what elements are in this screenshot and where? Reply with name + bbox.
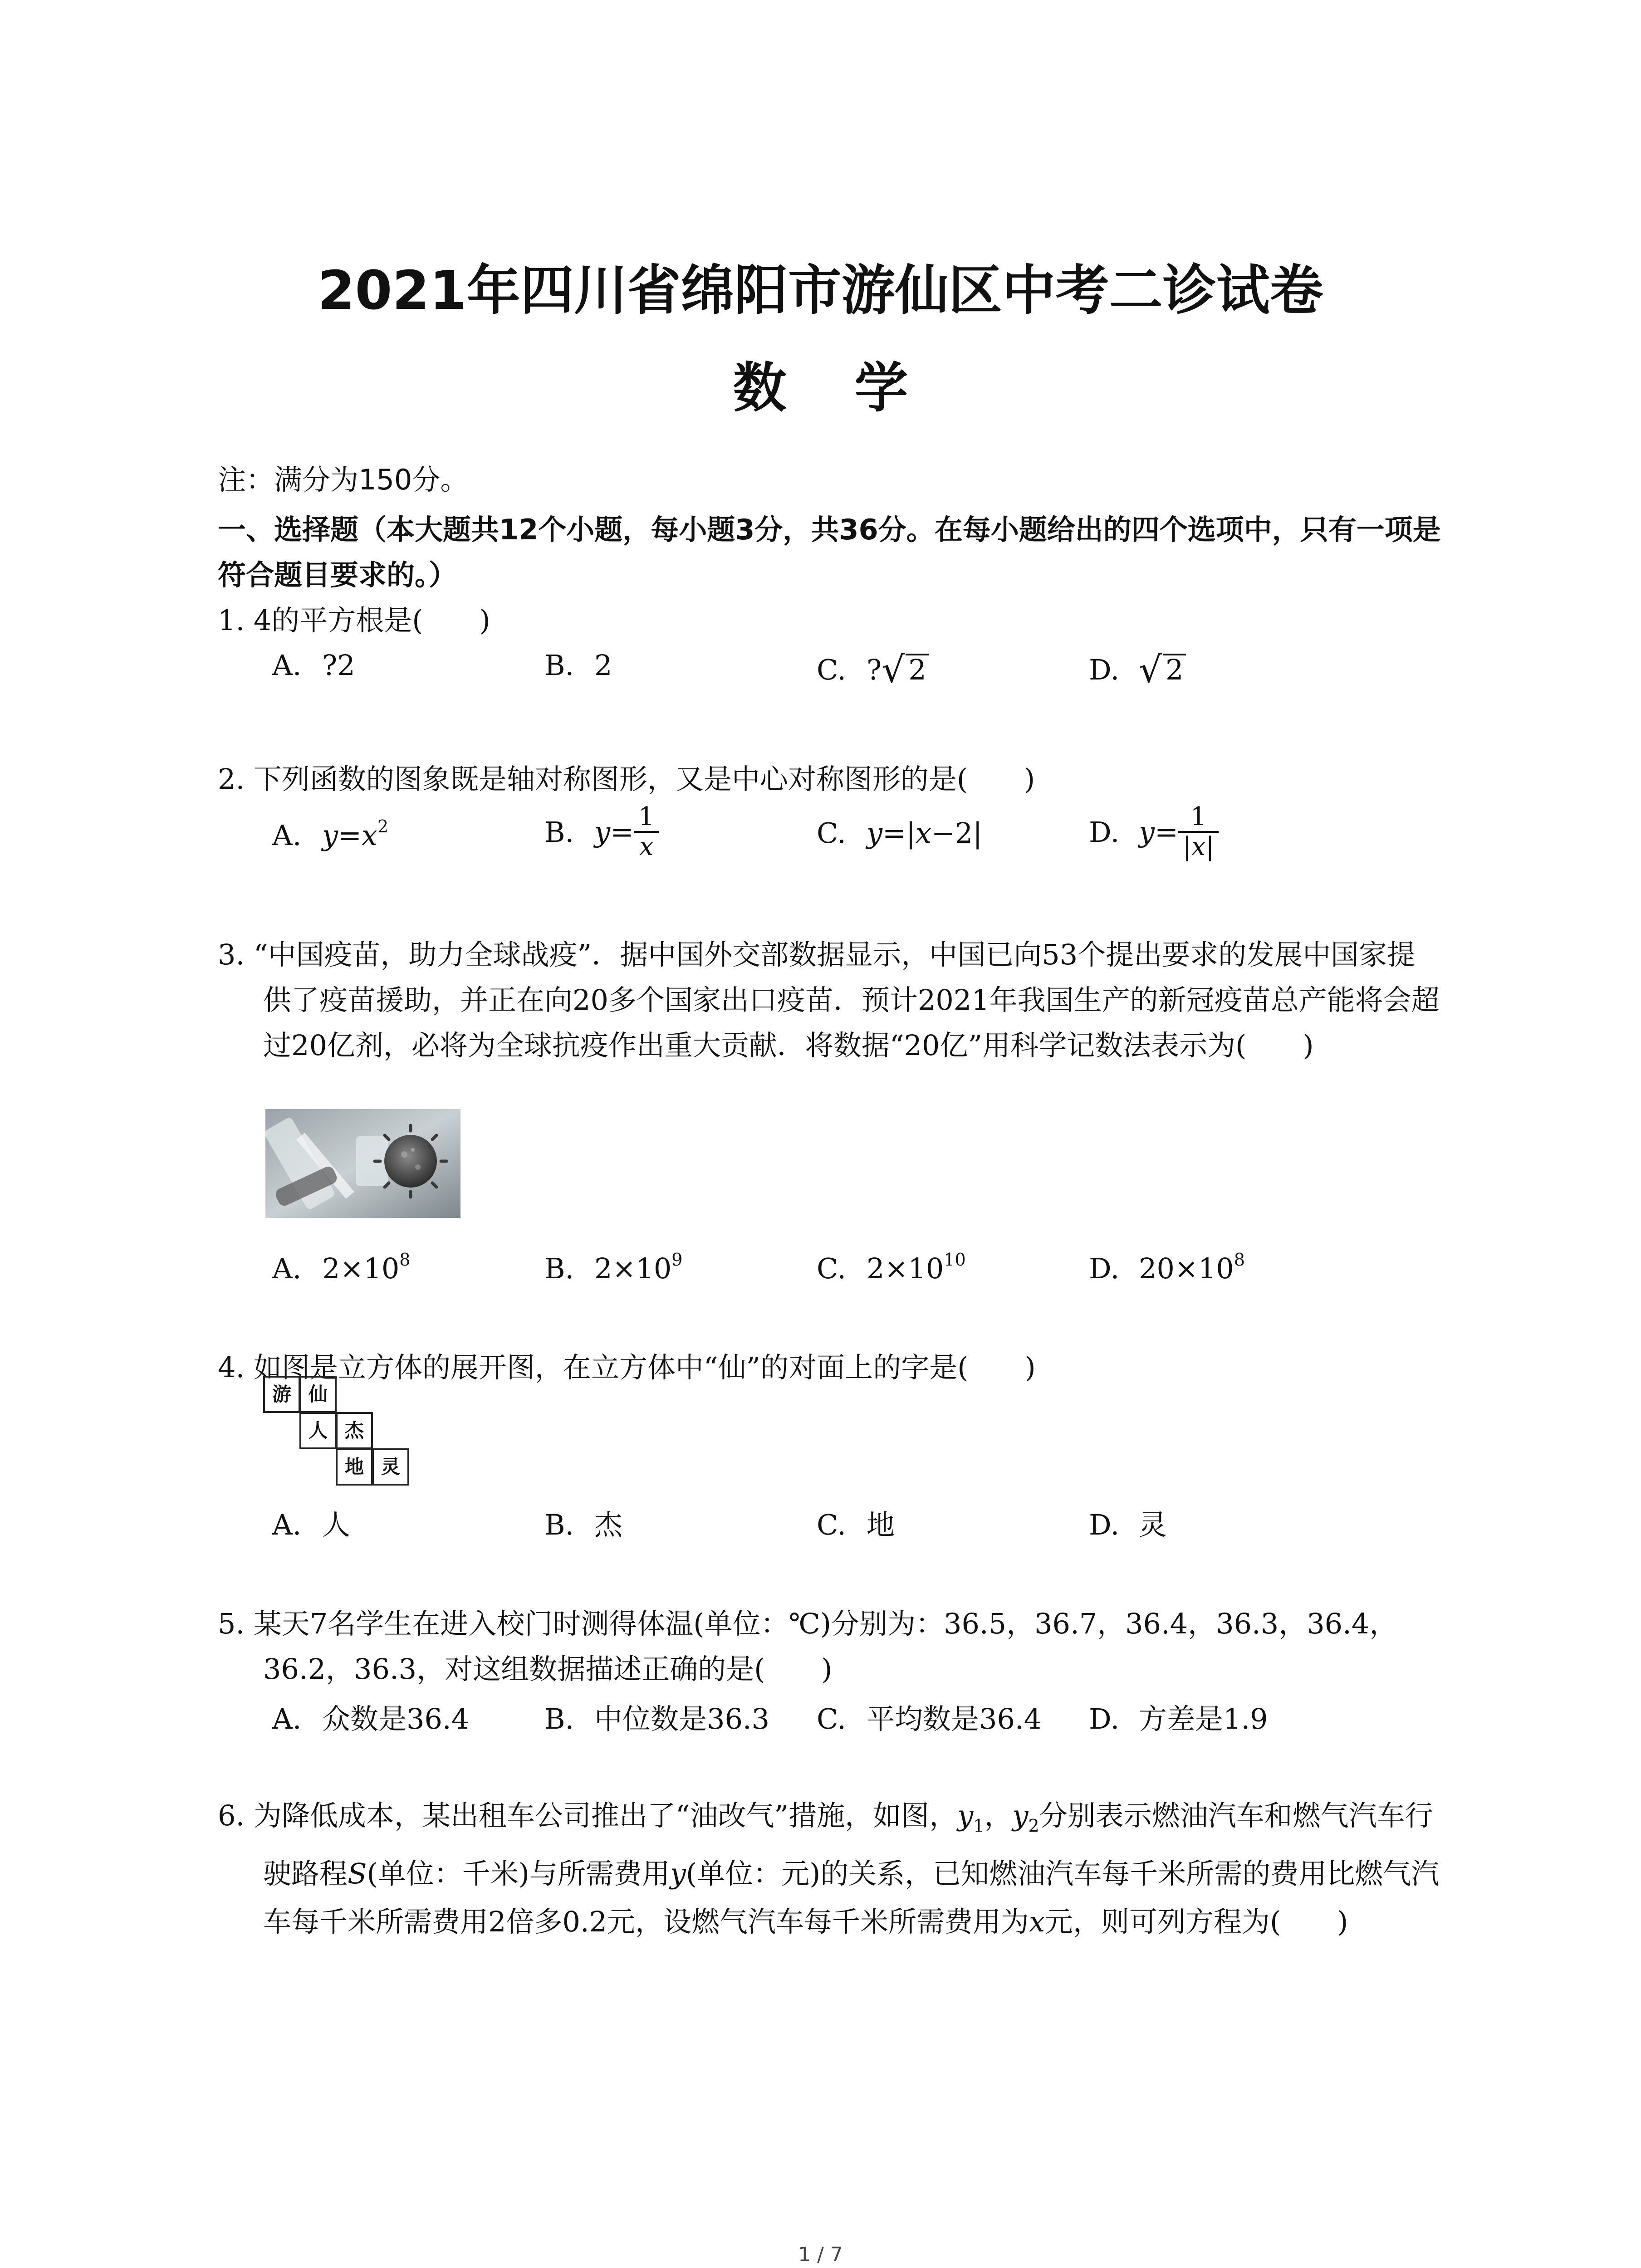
net-cell: 人 [299,1412,337,1449]
question-5-text: 5. 某天7名学生在进入校门时测得体温(单位：℃)分别为：36.5，36.7，36.4，36.3，36.4，36.2，36.3，对这组数据描述正确的是( ) [218,1607,1398,1686]
exam-title: 2021年四川省绵阳市游仙区中考二诊试卷 [318,259,1323,322]
q2-option-a: A. $y=x^2$ [272,816,389,852]
q5-option-c: C. 平均数是36.4 [817,1702,1042,1735]
vaccine-illustration [265,1109,460,1218]
question-3 [218,932,1443,1068]
q4-option-b: B. 杰 [544,1508,623,1541]
q3-option-c: C. $2\times 10^{10}$ [817,1250,966,1285]
question-5 [218,1601,1443,1692]
page-number: 1 / 7 [798,2243,843,2266]
question-3-text: 3. “中国疫苗，助力全球战疫”．据中国外交部数据显示，中国已向53个提出要求的发展中国家提供了疫苗援助，并正在向20多个国家出口疫苗．预计2021年我国生产的新冠疫苗总产能将会超过20亿剂，必将为全球抗疫作出重大贡献．将数据“20亿”用科学记数法表示为( ) [218,938,1440,1062]
question-2 [218,757,1465,802]
q2-option-d: D. y= $\frac{1}{|x|}$ [1089,803,1219,861]
question-5-options [272,1696,1452,1755]
score-note: 注：满分为150分。 [218,463,469,496]
question-1-text: 1. 4的平方根是( ) [218,604,490,637]
subject-title: 数学 [733,357,976,419]
net-cell: 灵 [372,1448,409,1486]
q3-option-b: B. $2\times 10^9$ [544,1250,683,1285]
q1-option-d: D. √ 2 [1089,649,1186,691]
question-6 [218,1792,1443,1946]
question-3-options [272,1250,1452,1309]
q4-option-c: C. 地 [817,1508,895,1541]
net-cell: 地 [336,1448,373,1486]
question-1-options [272,649,1452,708]
section-heading: 一、选择题（本大题共12个小题，每小题3分，共36分。在每小题给出的四个选项中，只有一项是符合题目要求的。） [218,513,1441,591]
q2-option-b: B. y= $\frac{1}{x}$ [544,803,659,861]
q5-option-d: D. 方差是1.9 [1089,1702,1268,1735]
q1-option-a: A. ?2 [272,649,355,682]
q2-option-c: C. y=|x−2| [817,816,983,850]
q1-option-b: B. 2 [544,649,612,682]
net-cell: 游 [263,1376,300,1413]
question-4-text: 4. 如图是立方体的展开图，在立方体中“仙”的对面上的字是( ) [218,1351,1036,1384]
q1-option-c: C. ?√ 2 [817,649,929,691]
question-2-text: 2. 下列函数的图象既是轴对称图形，又是中心对称图形的是( ) [218,763,1035,796]
question-6-text: 6. 为降低成本，某出租车公司推出了“油改气”措施，如图，$y_1$，$y_2$分别表示燃油汽车和燃气汽车行驶路程S(单位：千米)与所需费用y(单位：元)的关系，已知燃油汽车每千米所需的费用比燃气汽车每千米所需费用2倍多0.2元，设燃气汽车每千米所需费用为x元，则可列方程为( ) [218,1799,1440,1938]
q5-option-b: B. 中位数是36.3 [544,1702,770,1735]
q3-option-a: A. $2\times 10^8$ [272,1250,411,1285]
question-1 [218,598,1465,643]
q3-option-d: D. $20\times 10^8$ [1089,1250,1245,1285]
net-cell: 仙 [299,1376,337,1413]
vaccine-image [265,1109,460,1218]
q4-option-a: A. 人 [272,1508,351,1541]
question-2-options [272,803,1452,875]
question-4-options [272,1502,1452,1561]
q4-option-d: D. 灵 [1089,1508,1167,1541]
question-4 [218,1345,1465,1390]
q5-option-a: A. 众数是36.4 [272,1702,470,1735]
net-cell: 杰 [336,1412,373,1449]
